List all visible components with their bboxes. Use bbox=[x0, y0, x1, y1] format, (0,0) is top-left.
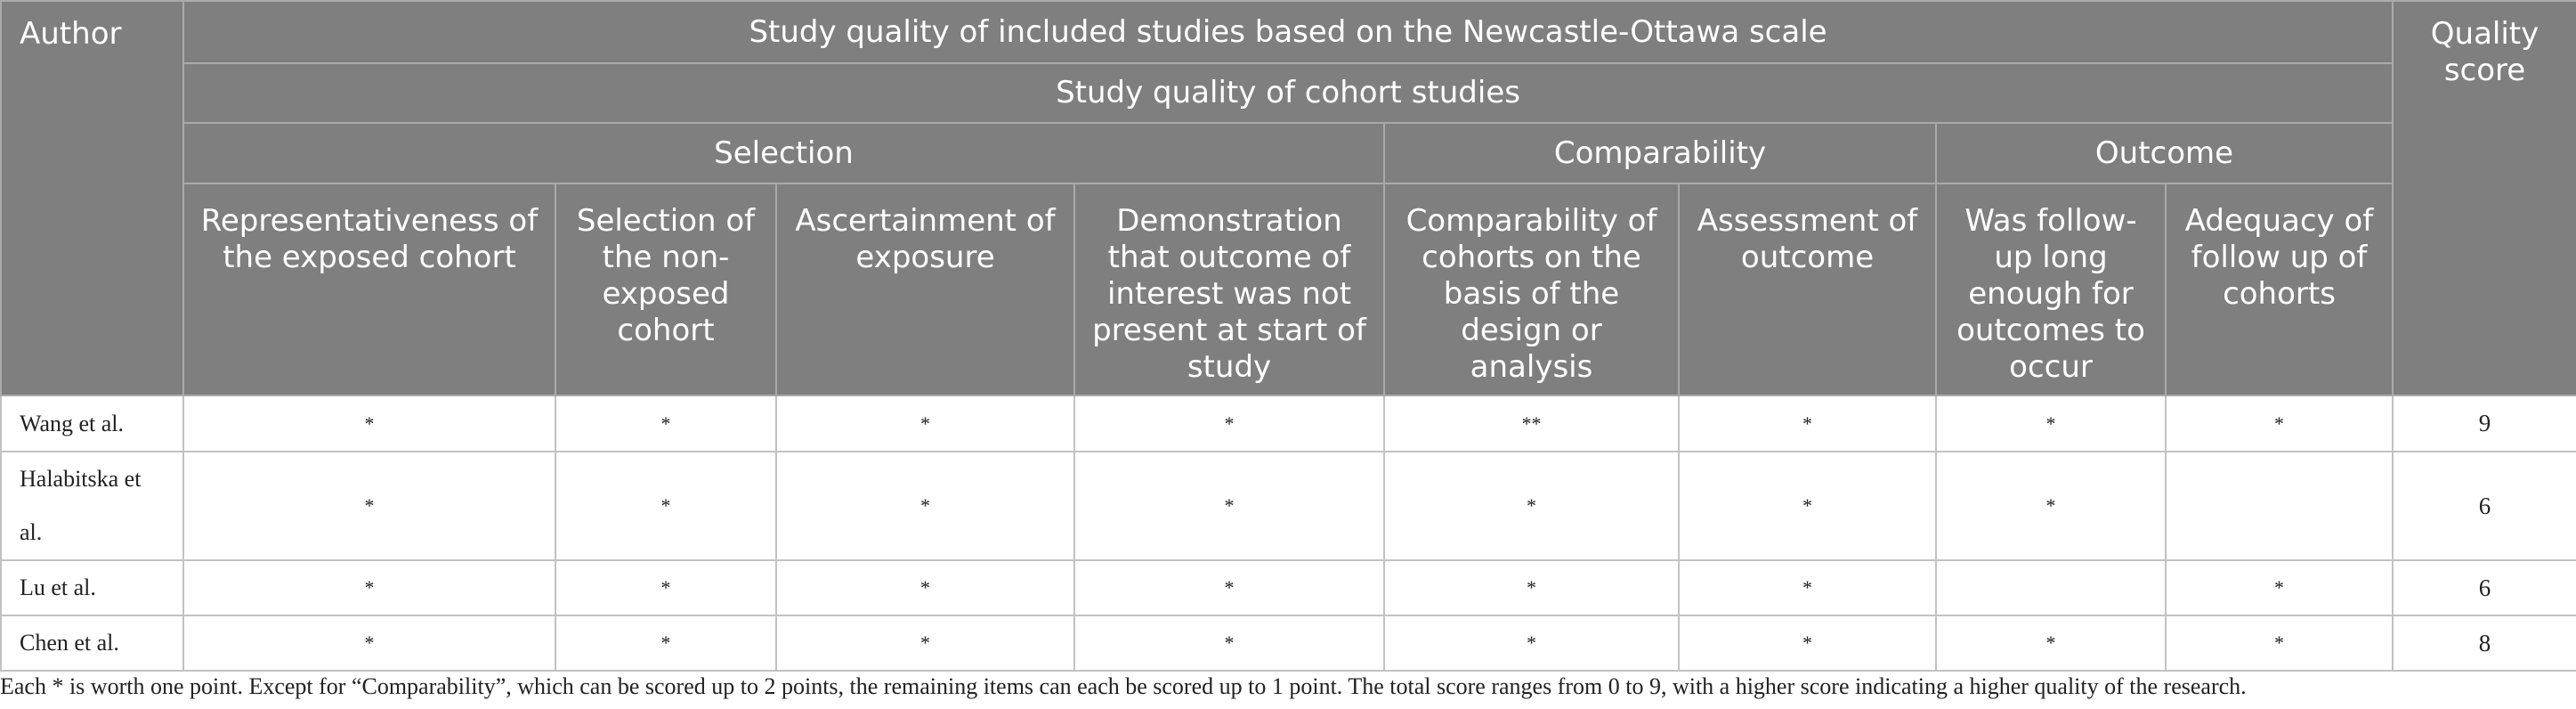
rating-cell: * bbox=[776, 452, 1074, 560]
rating-cell: * bbox=[1679, 560, 1936, 615]
author-cell: Lu et al. bbox=[1, 560, 183, 615]
rating-cell: * bbox=[1679, 615, 1936, 671]
outcome-group-header: Outcome bbox=[1936, 123, 2393, 183]
rating-cell: * bbox=[1074, 395, 1384, 452]
rating-cell: * bbox=[1936, 395, 2166, 452]
quality-score-cell: 8 bbox=[2393, 615, 2576, 671]
rating-cell: * bbox=[183, 395, 555, 452]
rating-cell: * bbox=[555, 615, 776, 671]
table-row bbox=[1, 395, 2576, 452]
comparability-group-header: Comparability bbox=[1384, 123, 1936, 183]
rating-cell: * bbox=[1936, 615, 2166, 671]
rating-cell: * bbox=[1074, 615, 1384, 671]
selection-group-header: Selection bbox=[183, 123, 1384, 183]
rating-cell: ** bbox=[1384, 395, 1679, 452]
quality-score-cell: 9 bbox=[2393, 395, 2576, 452]
rating-cell: * bbox=[183, 615, 555, 671]
quality-score-column-header: Quality score bbox=[2393, 1, 2576, 395]
rating-cell: * bbox=[776, 615, 1074, 671]
rating-cell: * bbox=[1679, 395, 1936, 452]
rating-cell: * bbox=[776, 395, 1074, 452]
rating-cell: * bbox=[2166, 395, 2393, 452]
author-cell: Wang et al. bbox=[1, 395, 183, 452]
table-row bbox=[1, 560, 2576, 615]
author-cell: Chen et al. bbox=[1, 615, 183, 671]
quality-score-cell: 6 bbox=[2393, 452, 2576, 560]
rating-cell bbox=[2166, 452, 2393, 560]
table-row bbox=[1, 452, 2576, 560]
item-header-follow-up-adequacy: Adequacy of follow up of cohorts bbox=[2166, 183, 2393, 395]
rating-cell bbox=[1936, 560, 2166, 615]
rating-cell: * bbox=[1074, 560, 1384, 615]
table-main-title: Study quality of included studies based on the Newcastle-Ottawa scale bbox=[183, 1, 2393, 63]
item-header-representativeness: Representativeness of the exposed cohort bbox=[183, 183, 555, 395]
author-column-header: Author bbox=[1, 1, 183, 395]
table-subtitle: Study quality of cohort studies bbox=[183, 63, 2393, 123]
quality-score-cell: 6 bbox=[2393, 560, 2576, 615]
table-row bbox=[1, 615, 2576, 671]
author-cell: Halabitska et al. bbox=[1, 452, 183, 560]
rating-cell: * bbox=[1384, 615, 1679, 671]
item-header-outcome-not-present: Demonstration that outcome of interest was not present at start of study bbox=[1074, 183, 1384, 395]
item-header-exposure-ascertainment: Ascertainment of exposure bbox=[776, 183, 1074, 395]
table-footnote: Each * is worth one point. Except for “Comparability”, which can be scored up to 2 points, the remaining items can each be scored up to 1 point. The total score ranges from 0 to 9, with a higher score indicating a higher quality of the research. bbox=[0, 673, 2247, 699]
rating-cell: * bbox=[1384, 560, 1679, 615]
rating-cell: * bbox=[555, 395, 776, 452]
item-header-comparability: Comparability of cohorts on the basis of the design or analysis bbox=[1384, 183, 1679, 395]
rating-cell: * bbox=[555, 452, 776, 560]
rating-cell: * bbox=[1384, 452, 1679, 560]
rating-cell: * bbox=[1074, 452, 1384, 560]
rating-cell: * bbox=[776, 560, 1074, 615]
item-header-outcome-assessment: Assessment of outcome bbox=[1679, 183, 1936, 395]
rating-cell: * bbox=[1679, 452, 1936, 560]
item-header-follow-up-length: Was follow-up long enough for outcomes to occur bbox=[1936, 183, 2166, 395]
rating-cell: * bbox=[555, 560, 776, 615]
rating-cell: * bbox=[2166, 560, 2393, 615]
rating-cell: * bbox=[1936, 452, 2166, 560]
rating-cell: * bbox=[183, 560, 555, 615]
item-header-non-exposed-selection: Selection of the non-exposed cohort bbox=[555, 183, 776, 395]
rating-cell: * bbox=[183, 452, 555, 560]
rating-cell: * bbox=[2166, 615, 2393, 671]
